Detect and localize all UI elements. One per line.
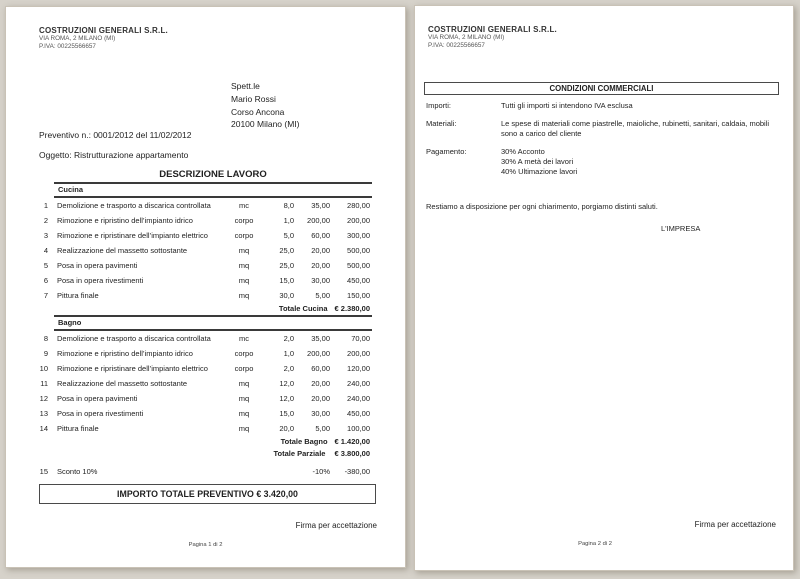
subject-line: Oggetto: Ristrutturazione appartamento: [39, 150, 189, 160]
work-table: [34, 169, 372, 504]
closing-line: Restiamo a disposizione per ogni chiarimento, porgiamo distinti saluti.: [426, 202, 658, 211]
cell-description: Rimozione e ripristino dell’impianto idrico: [57, 349, 193, 358]
cell-quantity: [264, 464, 296, 479]
cell-total: 450,00: [347, 276, 370, 285]
table-row: [34, 258, 372, 273]
cell-total: 280,00: [347, 201, 370, 210]
table-row: [34, 391, 372, 406]
partial-total-label: Totale Parziale: [273, 449, 326, 458]
cell-price: 35,00: [311, 334, 330, 343]
cell-quantity: 8,0: [283, 201, 294, 210]
company-header: [39, 26, 168, 50]
page-number: Pagina 1 di 2: [188, 542, 223, 548]
conditions-label: Importi:: [426, 101, 452, 110]
table-row: [34, 331, 372, 346]
table-row: [34, 376, 372, 391]
cell-quantity: 25,0: [279, 246, 294, 255]
cell-unit: mq: [238, 379, 250, 388]
cell-quantity: 12,0: [279, 379, 294, 388]
cell-quantity: 25,0: [279, 261, 294, 270]
cell-description: Demolizione e trasporto a discarica controllata: [57, 201, 211, 210]
conditions-line: Le spese di materiali come piastrelle, maioliche, rubinetti, sanitari, caldaia, mobili: [501, 119, 770, 128]
cell-number: 12: [39, 394, 48, 403]
cell-quantity: 2,0: [283, 334, 294, 343]
discount-row: [34, 464, 372, 479]
cell-description: Realizzazione del massetto sottostante: [57, 246, 188, 255]
cell-number: 13: [39, 409, 48, 418]
cell-total: 240,00: [347, 379, 370, 388]
cell-unit: mq: [238, 409, 250, 418]
cell-price: 200,00: [307, 349, 330, 358]
cell-unit: corpo: [234, 349, 254, 358]
cell-total: 200,00: [347, 216, 370, 225]
cell-number: 7: [43, 291, 48, 300]
cell-unit: mc: [239, 334, 249, 343]
cell-description: Posa in opera pavimenti: [57, 394, 138, 403]
recipient-line: 20100 Milano (MI): [231, 119, 300, 130]
cell-description: Sconto 10%: [57, 467, 98, 476]
work-table-body: [34, 184, 372, 448]
section-total-row: [54, 436, 372, 448]
table-row: [34, 243, 372, 258]
cell-description: Pittura finale: [57, 424, 99, 433]
table-row: [34, 288, 372, 303]
cell-unit: mq: [238, 261, 250, 270]
conditions-line: 30% Acconto: [501, 147, 545, 156]
cell-description: Rimozione e ripristinare dell’impianto elettrico: [57, 231, 208, 240]
signature-line: Firma per accettazione: [295, 521, 377, 530]
page-number: Pagina 2 di 2: [578, 541, 612, 547]
section-header: Cucina: [54, 184, 372, 198]
partial-total-value: € 3.800,00: [334, 449, 370, 458]
cell-number: 10: [39, 364, 48, 373]
cell-number: 1: [43, 201, 48, 210]
page-2: [414, 5, 794, 571]
cell-description: Posa in opera rivestimenti: [57, 276, 144, 285]
cell-description: Pittura finale: [57, 291, 99, 300]
section-total-value: € 1.420,00: [334, 437, 370, 446]
cell-number: 2: [43, 216, 48, 225]
table-row: [34, 421, 372, 436]
cell-price: 20,00: [311, 379, 330, 388]
cell-unit: mq: [238, 424, 250, 433]
table-row: [34, 346, 372, 361]
recipient-line: Mario Rossi: [231, 93, 276, 104]
conditions-line: 30% A metà dei lavori: [501, 157, 574, 166]
signature-line: Firma per accettazione: [694, 520, 776, 529]
grand-total-box: IMPORTO TOTALE PREVENTIVO € 3.420,00: [39, 484, 376, 504]
cell-total: 300,00: [347, 231, 370, 240]
cell-unit: corpo: [234, 364, 254, 373]
cell-number: 9: [43, 349, 48, 358]
conditions-line: 40% Ultimazione lavori: [501, 167, 578, 176]
cell-quantity: 12,0: [279, 394, 294, 403]
cell-number: 4: [43, 246, 48, 255]
cell-price: 20,00: [311, 246, 330, 255]
cell-total: 500,00: [347, 261, 370, 270]
cell-quantity: 15,0: [279, 276, 294, 285]
conditions-value: [501, 101, 778, 111]
cell-number: 15: [39, 467, 48, 476]
cell-price: 30,00: [311, 276, 330, 285]
conditions-item: [426, 119, 778, 139]
quote-number-line: Preventivo n.: 0001/2012 del 11/02/2012: [39, 130, 192, 140]
section-total-value: € 2.380,00: [334, 304, 370, 313]
cell-total: 200,00: [347, 349, 370, 358]
cell-description: Rimozione e ripristino dell’impianto idrico: [57, 216, 193, 225]
cell-total: 70,00: [351, 334, 370, 343]
partial-total-row: [54, 448, 372, 460]
cell-quantity: 15,0: [279, 409, 294, 418]
cell-unit: [224, 464, 264, 479]
cell-quantity: 2,0: [283, 364, 294, 373]
cell-unit: corpo: [234, 216, 254, 225]
cell-description: Posa in opera rivestimenti: [57, 409, 144, 418]
company-vat: P.IVA: 00225566657: [428, 41, 485, 49]
cell-discount-percent: -10%: [312, 467, 330, 476]
conditions-label: Pagamento:: [426, 147, 467, 156]
company-header: [428, 25, 557, 49]
company-address: VIA ROMA, 2 MILANO (MI): [428, 34, 505, 41]
company-name: COSTRUZIONI GENERALI S.R.L.: [428, 25, 557, 34]
cell-description: Demolizione e trasporto a discarica controllata: [57, 334, 211, 343]
cell-price: 20,00: [311, 394, 330, 403]
cell-price: 60,00: [311, 364, 330, 373]
cell-quantity: 5,0: [283, 231, 294, 240]
section-total-row: [54, 303, 372, 315]
cell-total: 500,00: [347, 246, 370, 255]
conditions-line: sono a carico del cliente: [501, 129, 582, 138]
recipient-block: [231, 80, 300, 131]
cell-unit: mq: [238, 246, 250, 255]
cell-price: 35,00: [311, 201, 330, 210]
cell-description: Realizzazione del massetto sottostante: [57, 379, 188, 388]
company-address: VIA ROMA, 2 MILANO (MI): [39, 35, 116, 42]
cell-unit: mq: [238, 276, 250, 285]
cell-price: 20,00: [311, 261, 330, 270]
table-row: [34, 406, 372, 421]
recipient-line: Spett.le: [231, 81, 260, 91]
cell-total: 450,00: [347, 409, 370, 418]
cell-quantity: 1,0: [283, 349, 294, 358]
conditions-value: [501, 147, 778, 177]
cell-total: 100,00: [347, 424, 370, 433]
table-row: [34, 273, 372, 288]
work-table-title: DESCRIZIONE LAVORO: [54, 169, 372, 184]
cell-price: 30,00: [311, 409, 330, 418]
recipient-line: Corso Ancona: [231, 106, 285, 117]
cell-quantity: 1,0: [283, 216, 294, 225]
cell-total: -380,00: [344, 467, 370, 476]
conditions-line: Tutti gli importi si intendono IVA esclusa: [501, 101, 633, 110]
table-row: [34, 228, 372, 243]
cell-price: 5,00: [315, 291, 330, 300]
table-row: [34, 198, 372, 213]
cell-description: Posa in opera pavimenti: [57, 261, 138, 270]
cell-number: 5: [43, 261, 48, 270]
cell-price: 60,00: [311, 231, 330, 240]
page-1: [5, 6, 406, 568]
conditions-value: [501, 119, 778, 139]
cell-quantity: 20,0: [279, 424, 294, 433]
cell-unit: mq: [238, 394, 250, 403]
conditions-label: Materiali:: [426, 119, 457, 128]
table-row: [34, 361, 372, 376]
cell-total: 240,00: [347, 394, 370, 403]
cell-number: 3: [43, 231, 48, 240]
cell-quantity: 30,0: [279, 291, 294, 300]
cell-unit: corpo: [234, 231, 254, 240]
cell-number: 8: [43, 334, 48, 343]
cell-number: 11: [40, 379, 48, 388]
cell-unit: mc: [239, 201, 249, 210]
section-total-label: Totale Cucina: [278, 304, 328, 313]
company-vat: P.IVA: 00225566657: [39, 42, 96, 50]
cell-description: Rimozione e ripristinare dell’impianto elettrico: [57, 364, 208, 373]
conditions-item: [426, 101, 778, 111]
cell-price: 5,00: [315, 424, 330, 433]
cell-total: 150,00: [347, 291, 370, 300]
table-row: [34, 213, 372, 228]
conditions-list: [426, 101, 778, 185]
cell-number: 14: [39, 424, 48, 433]
section-total-label: Totale Bagno: [280, 437, 328, 446]
section-header: Bagno: [54, 315, 372, 331]
company-sign-label: L'IMPRESA: [661, 224, 701, 233]
cell-price: 200,00: [307, 216, 330, 225]
cell-total: 120,00: [347, 364, 370, 373]
conditions-item: [426, 147, 778, 177]
cell-number: 6: [43, 276, 48, 285]
company-name: COSTRUZIONI GENERALI S.R.L.: [39, 26, 168, 35]
conditions-title-box: CONDIZIONI COMMERCIALI: [424, 82, 779, 95]
cell-unit: mq: [238, 291, 250, 300]
